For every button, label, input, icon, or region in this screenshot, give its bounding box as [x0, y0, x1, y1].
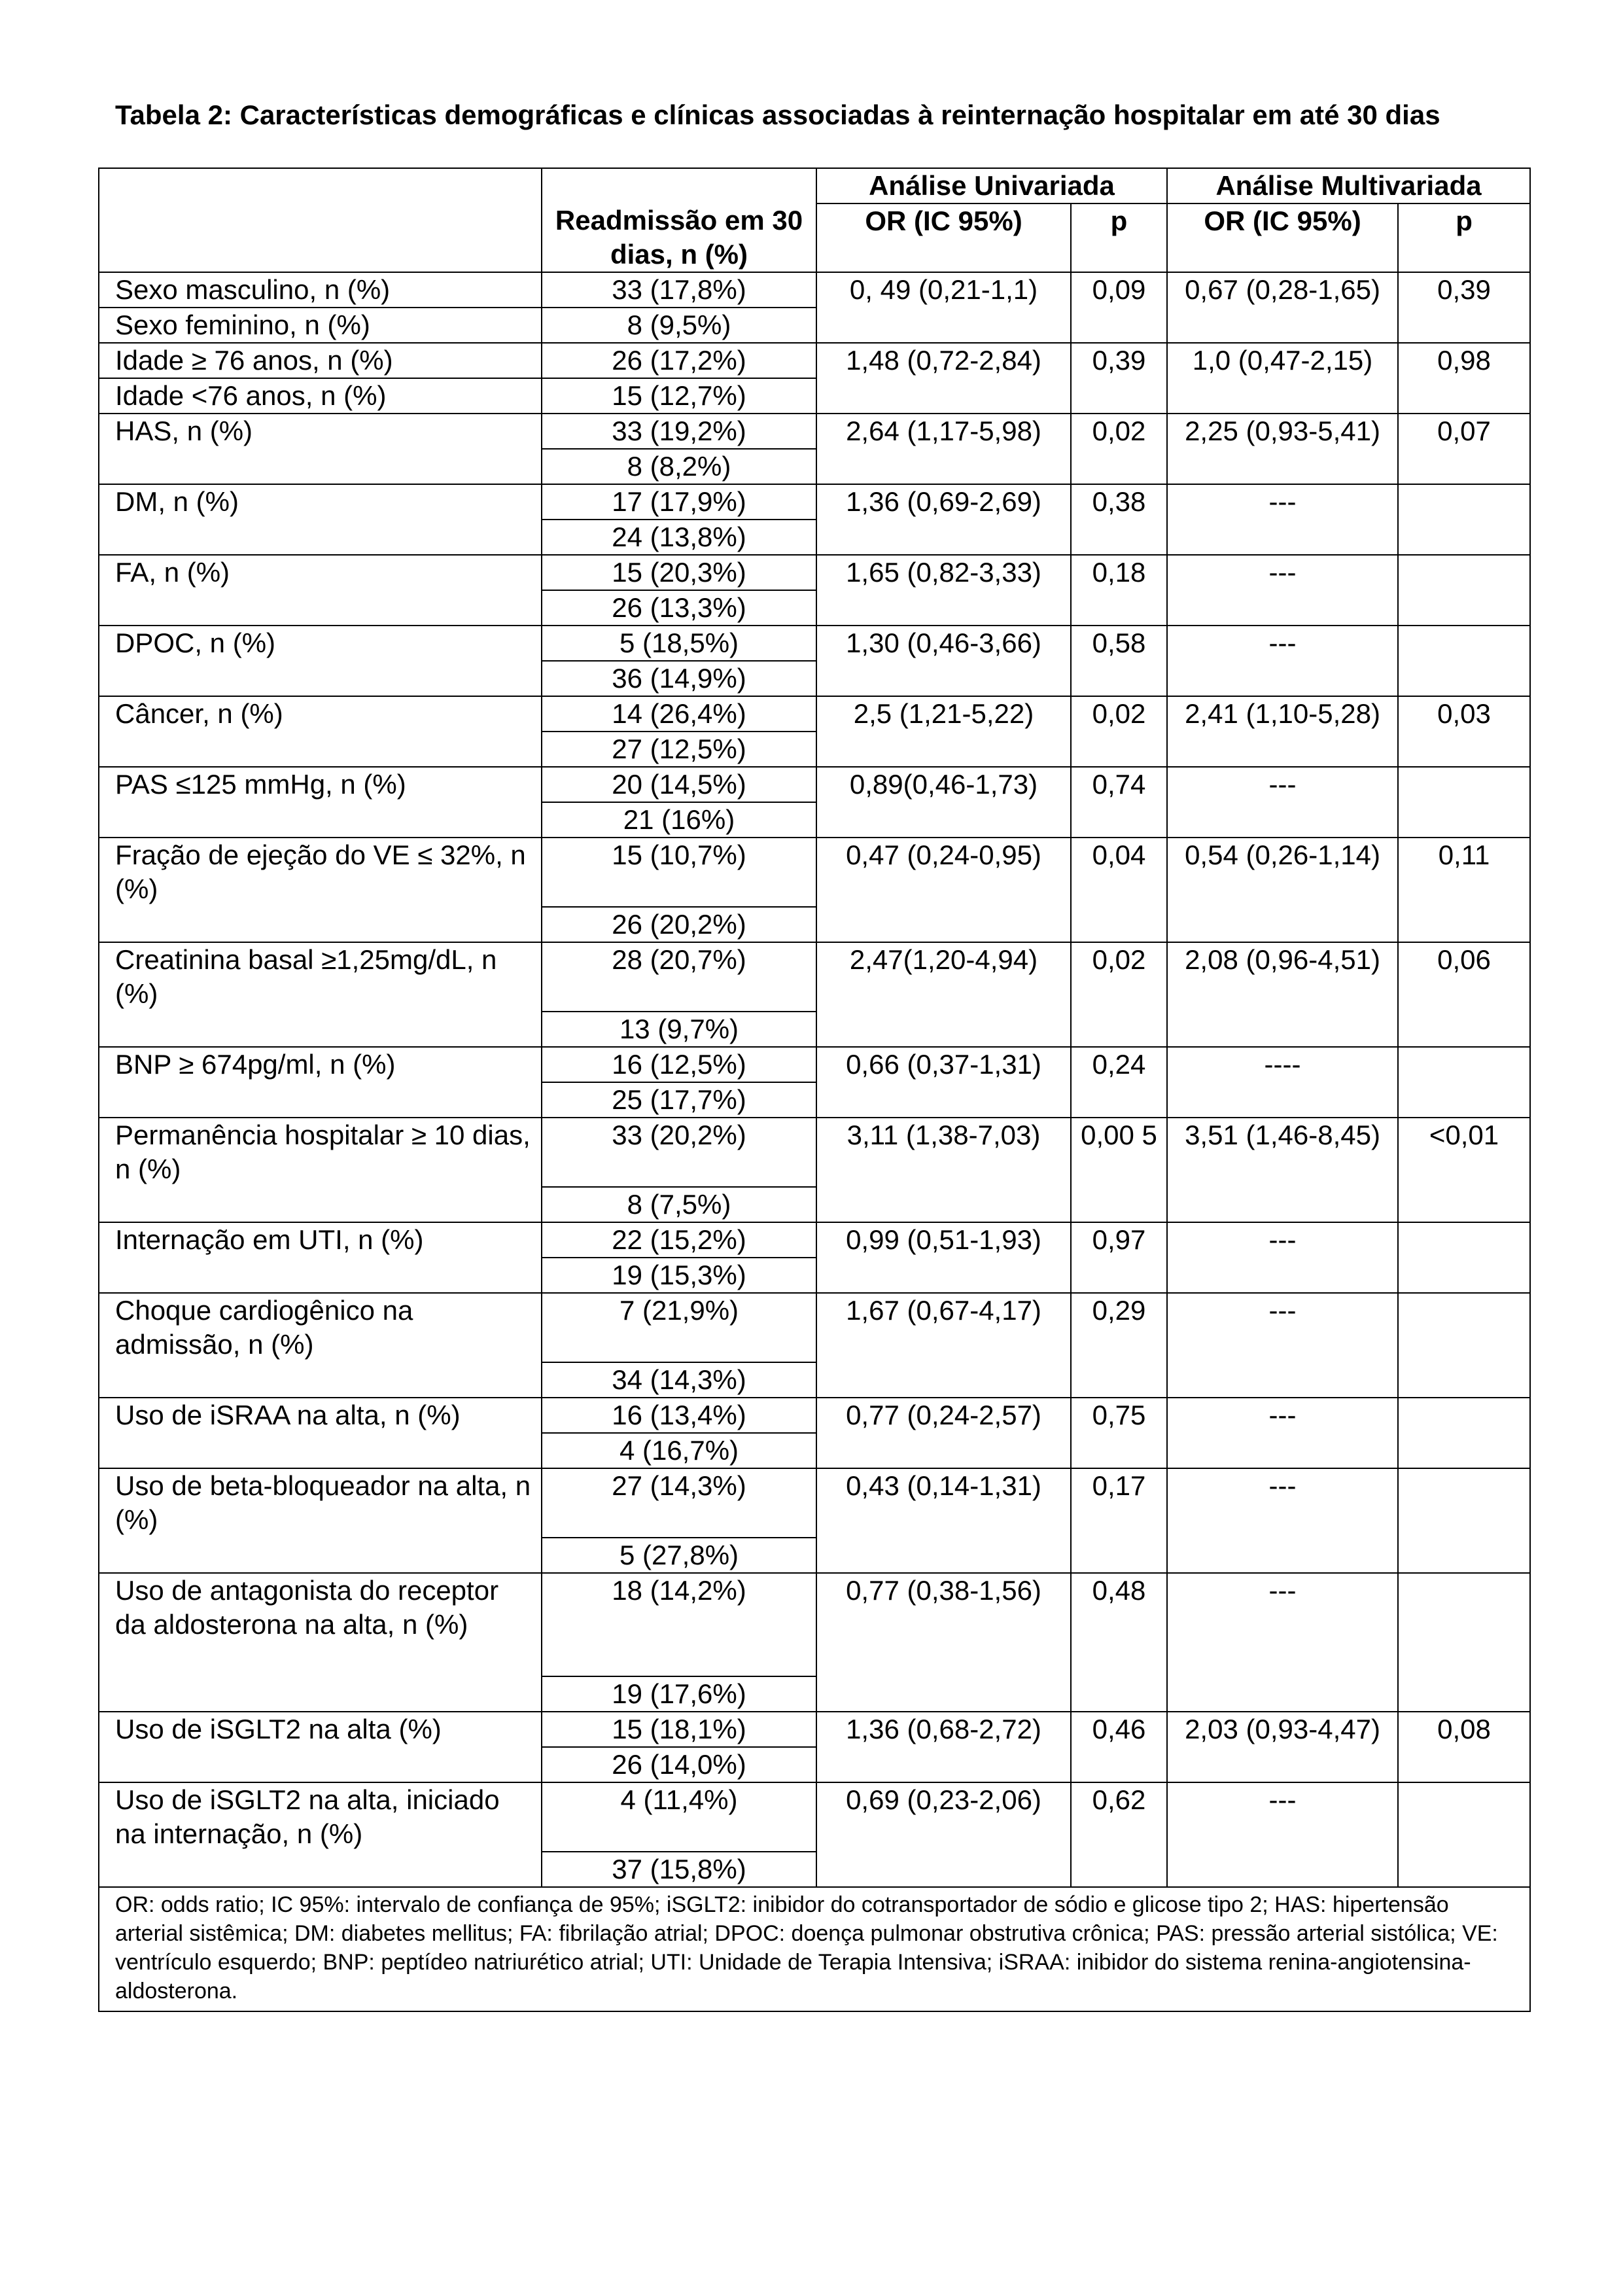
p-multivariate: [1398, 1468, 1530, 1573]
p-multivariate: [1398, 767, 1530, 838]
or-univariate: 1,48 (0,72-2,84): [816, 343, 1071, 414]
table-row: [99, 767, 1530, 802]
or-multivariate: 0,54 (0,26-1,14): [1167, 838, 1398, 942]
or-multivariate: ---: [1167, 1468, 1398, 1573]
readmission-value: 34 (14,3%): [542, 1362, 816, 1398]
readmission-value: 4 (16,7%): [542, 1433, 816, 1468]
row-label: Sexo masculino, n (%): [99, 272, 542, 308]
or-univariate: 1,36 (0,68-2,72): [816, 1712, 1071, 1782]
p-univariate: 0,48: [1071, 1573, 1167, 1712]
or-univariate: 3,11 (1,38-7,03): [816, 1118, 1071, 1222]
p-univariate: 0,38: [1071, 484, 1167, 555]
or-univariate: 0,89(0,46-1,73): [816, 767, 1071, 838]
row-label: Sexo feminino, n (%): [99, 308, 542, 343]
p-multivariate: 0,07: [1398, 414, 1530, 484]
or-multivariate: 0,67 (0,28-1,65): [1167, 272, 1398, 343]
or-multivariate: ---: [1167, 1293, 1398, 1398]
table-row: [99, 414, 1530, 449]
p-multivariate: 0,06: [1398, 942, 1530, 1047]
readmission-value: 26 (20,2%): [542, 907, 816, 942]
readmission-value: 26 (17,2%): [542, 343, 816, 378]
readmission-value: 5 (27,8%): [542, 1538, 816, 1573]
p-multivariate: [1398, 1573, 1530, 1712]
or-univariate: 1,36 (0,69-2,69): [816, 484, 1071, 555]
footnote-row: [99, 1887, 1530, 2011]
readmission-value: 27 (14,3%): [542, 1468, 816, 1538]
or-multivariate: ---: [1167, 1573, 1398, 1712]
or-multivariate: ---: [1167, 555, 1398, 626]
table-row: [99, 1468, 1530, 1538]
readmission-value: 15 (18,1%): [542, 1712, 816, 1747]
p-univariate: 0,74: [1071, 767, 1167, 838]
or-univariate: 0,66 (0,37-1,31): [816, 1047, 1071, 1118]
readmission-value: 25 (17,7%): [542, 1082, 816, 1118]
readmission-value: 24 (13,8%): [542, 520, 816, 555]
readmission-value: 5 (18,5%): [542, 626, 816, 661]
table-row: [99, 555, 1530, 590]
or-multivariate: ---: [1167, 484, 1398, 555]
p-multivariate: 0,08: [1398, 1712, 1530, 1782]
row-label: Uso de antagonista do receptor da aldosterona na alta, n (%): [99, 1573, 542, 1712]
header-or-univariate: OR (IC 95%): [816, 203, 1071, 272]
p-univariate: 0,17: [1071, 1468, 1167, 1573]
or-univariate: 0,77 (0,24-2,57): [816, 1398, 1071, 1468]
readmission-value: 22 (15,2%): [542, 1222, 816, 1258]
readmission-value: 28 (20,7%): [542, 942, 816, 1012]
readmission-value: 33 (17,8%): [542, 272, 816, 308]
table-row: [99, 272, 1530, 308]
p-multivariate: [1398, 1222, 1530, 1293]
or-multivariate: 2,08 (0,96-4,51): [1167, 942, 1398, 1047]
or-univariate: 0,47 (0,24-0,95): [816, 838, 1071, 942]
table-row: [99, 1293, 1530, 1362]
table-row: [99, 696, 1530, 732]
p-multivariate: 0,11: [1398, 838, 1530, 942]
table-row: [99, 626, 1530, 661]
readmission-value: 8 (9,5%): [542, 308, 816, 343]
row-label: Idade ≥ 76 anos, n (%): [99, 343, 542, 378]
or-multivariate: ---: [1167, 767, 1398, 838]
p-univariate: 0,29: [1071, 1293, 1167, 1398]
readmission-value: 33 (20,2%): [542, 1118, 816, 1187]
row-label: Internação em UTI, n (%): [99, 1222, 542, 1293]
readmission-value: 27 (12,5%): [542, 732, 816, 767]
row-label: PAS ≤125 mmHg, n (%): [99, 767, 542, 838]
header-row-groups: [99, 168, 1530, 203]
table-row: [99, 1573, 1530, 1676]
row-label: DM, n (%): [99, 484, 542, 555]
readmission-value: 7 (21,9%): [542, 1293, 816, 1362]
p-univariate: 0,39: [1071, 343, 1167, 414]
p-multivariate: [1398, 555, 1530, 626]
header-empty-cell: [542, 168, 816, 203]
or-multivariate: 3,51 (1,46-8,45): [1167, 1118, 1398, 1222]
or-multivariate: ---: [1167, 1398, 1398, 1468]
table-row: [99, 1398, 1530, 1433]
or-multivariate: 2,03 (0,93-4,47): [1167, 1712, 1398, 1782]
readmission-value: 4 (11,4%): [542, 1782, 816, 1852]
or-multivariate: ---: [1167, 1222, 1398, 1293]
header-row-columns: [99, 203, 1530, 272]
p-univariate: 0,09: [1071, 272, 1167, 343]
p-multivariate: 0,03: [1398, 696, 1530, 767]
or-multivariate: ---: [1167, 626, 1398, 696]
p-univariate: 0,62: [1071, 1782, 1167, 1887]
row-label: HAS, n (%): [99, 414, 542, 484]
p-univariate: 0,18: [1071, 555, 1167, 626]
or-multivariate: 2,41 (1,10-5,28): [1167, 696, 1398, 767]
row-label: Câncer, n (%): [99, 696, 542, 767]
p-multivariate: [1398, 626, 1530, 696]
p-univariate: 0,46: [1071, 1712, 1167, 1782]
header-or-multivariate: OR (IC 95%): [1167, 203, 1398, 272]
readmission-value: 14 (26,4%): [542, 696, 816, 732]
or-multivariate: ----: [1167, 1047, 1398, 1118]
or-univariate: 2,5 (1,21-5,22): [816, 696, 1071, 767]
table-row: [99, 1118, 1530, 1187]
readmission-value: 33 (19,2%): [542, 414, 816, 449]
p-multivariate: [1398, 1047, 1530, 1118]
readmission-value: 36 (14,9%): [542, 661, 816, 696]
header-readmission: Readmissão em 30 dias, n (%): [542, 203, 816, 272]
readmission-value: 17 (17,9%): [542, 484, 816, 520]
header-p-univariate: p: [1071, 203, 1167, 272]
p-multivariate: 0,39: [1398, 272, 1530, 343]
p-multivariate: [1398, 1398, 1530, 1468]
header-empty-cell: [99, 168, 542, 203]
row-label: BNP ≥ 674pg/ml, n (%): [99, 1047, 542, 1118]
or-univariate: 0, 49 (0,21-1,1): [816, 272, 1071, 343]
readmission-value: 13 (9,7%): [542, 1012, 816, 1047]
table-row: [99, 1222, 1530, 1258]
readmission-value: 16 (13,4%): [542, 1398, 816, 1433]
p-univariate: 0,75: [1071, 1398, 1167, 1468]
header-multivariate: Análise Multivariada: [1167, 168, 1530, 203]
table-row: [99, 343, 1530, 378]
or-multivariate: 1,0 (0,47-2,15): [1167, 343, 1398, 414]
readmission-value: 19 (17,6%): [542, 1676, 816, 1712]
table-row: [99, 1047, 1530, 1082]
header-p-multivariate: p: [1398, 203, 1530, 272]
table-body: [99, 272, 1530, 1887]
p-univariate: 0,58: [1071, 626, 1167, 696]
readmission-value: 20 (14,5%): [542, 767, 816, 802]
readmission-value: 26 (13,3%): [542, 590, 816, 626]
or-univariate: 2,64 (1,17-5,98): [816, 414, 1071, 484]
or-univariate: 1,65 (0,82-3,33): [816, 555, 1071, 626]
row-label: Uso de beta-bloqueador na alta, n (%): [99, 1468, 542, 1573]
or-univariate: 0,99 (0,51-1,93): [816, 1222, 1071, 1293]
readmission-value: 8 (7,5%): [542, 1187, 816, 1222]
readmission-value: 15 (12,7%): [542, 378, 816, 414]
p-univariate: 0,04: [1071, 838, 1167, 942]
or-univariate: 2,47(1,20-4,94): [816, 942, 1071, 1047]
p-multivariate: [1398, 1293, 1530, 1398]
or-univariate: 1,30 (0,46-3,66): [816, 626, 1071, 696]
p-univariate: 0,02: [1071, 942, 1167, 1047]
table-row: [99, 942, 1530, 1012]
row-label: Uso de iSRAA na alta, n (%): [99, 1398, 542, 1468]
row-label: Creatinina basal ≥1,25mg/dL, n (%): [99, 942, 542, 1047]
readmission-value: 8 (8,2%): [542, 449, 816, 484]
readmission-value: 15 (20,3%): [542, 555, 816, 590]
p-multivariate: [1398, 1782, 1530, 1887]
or-univariate: 0,77 (0,38-1,56): [816, 1573, 1071, 1712]
or-multivariate: ---: [1167, 1782, 1398, 1887]
results-table: [98, 168, 1531, 2012]
table-footnote: OR: odds ratio; IC 95%: intervalo de confiança de 95%; iSGLT2: inibidor do cotransportador de sódio e glicose tipo 2; HAS: hipertensão arterial sistêmica; DM: diabetes mellitus; FA: fibrilação atrial; DPOC: doença pulmonar obstrutiva crônica; PAS: pressão arterial sistólica; VE: ventrículo esquerdo; BNP: peptídeo natriurético atrial; UTI: Unidade de Terapia Intensiva; iSRAA: inibidor do sistema renina-angiotensina-aldosterona.: [99, 1887, 1530, 2011]
row-label: Permanência hospitalar ≥ 10 dias, n (%): [99, 1118, 542, 1222]
row-label: FA, n (%): [99, 555, 542, 626]
p-univariate: 0,24: [1071, 1047, 1167, 1118]
p-univariate: 0,02: [1071, 414, 1167, 484]
header-univariate: Análise Univariada: [816, 168, 1167, 203]
p-univariate: 0,00 5: [1071, 1118, 1167, 1222]
readmission-value: 26 (14,0%): [542, 1747, 816, 1782]
table-row: [99, 484, 1530, 520]
row-label: DPOC, n (%): [99, 626, 542, 696]
header-empty-cell: [99, 203, 542, 272]
or-univariate: 0,69 (0,23-2,06): [816, 1782, 1071, 1887]
p-univariate: 0,97: [1071, 1222, 1167, 1293]
row-label: Choque cardiogênico na admissão, n (%): [99, 1293, 542, 1398]
p-univariate: 0,02: [1071, 696, 1167, 767]
table-row: [99, 1782, 1530, 1852]
p-multivariate: <0,01: [1398, 1118, 1530, 1222]
or-univariate: 0,43 (0,14-1,31): [816, 1468, 1071, 1573]
p-multivariate: 0,98: [1398, 343, 1530, 414]
table-row: [99, 1712, 1530, 1747]
readmission-value: 19 (15,3%): [542, 1258, 816, 1293]
readmission-value: 21 (16%): [542, 802, 816, 838]
readmission-value: 15 (10,7%): [542, 838, 816, 907]
readmission-value: 16 (12,5%): [542, 1047, 816, 1082]
row-label: Uso de iSGLT2 na alta, iniciado na internação, n (%): [99, 1782, 542, 1887]
readmission-value: 18 (14,2%): [542, 1573, 816, 1676]
or-multivariate: 2,25 (0,93-5,41): [1167, 414, 1398, 484]
row-label: Idade <76 anos, n (%): [99, 378, 542, 414]
p-multivariate: [1398, 484, 1530, 555]
table-row: [99, 838, 1530, 907]
row-label: Fração de ejeção do VE ≤ 32%, n (%): [99, 838, 542, 942]
table-title: Tabela 2: Características demográficas e clínicas associadas à reinternação hospitalar em até 30 dias: [115, 99, 1440, 130]
row-label: Uso de iSGLT2 na alta (%): [99, 1712, 542, 1782]
readmission-value: 37 (15,8%): [542, 1852, 816, 1887]
or-univariate: 1,67 (0,67-4,17): [816, 1293, 1071, 1398]
